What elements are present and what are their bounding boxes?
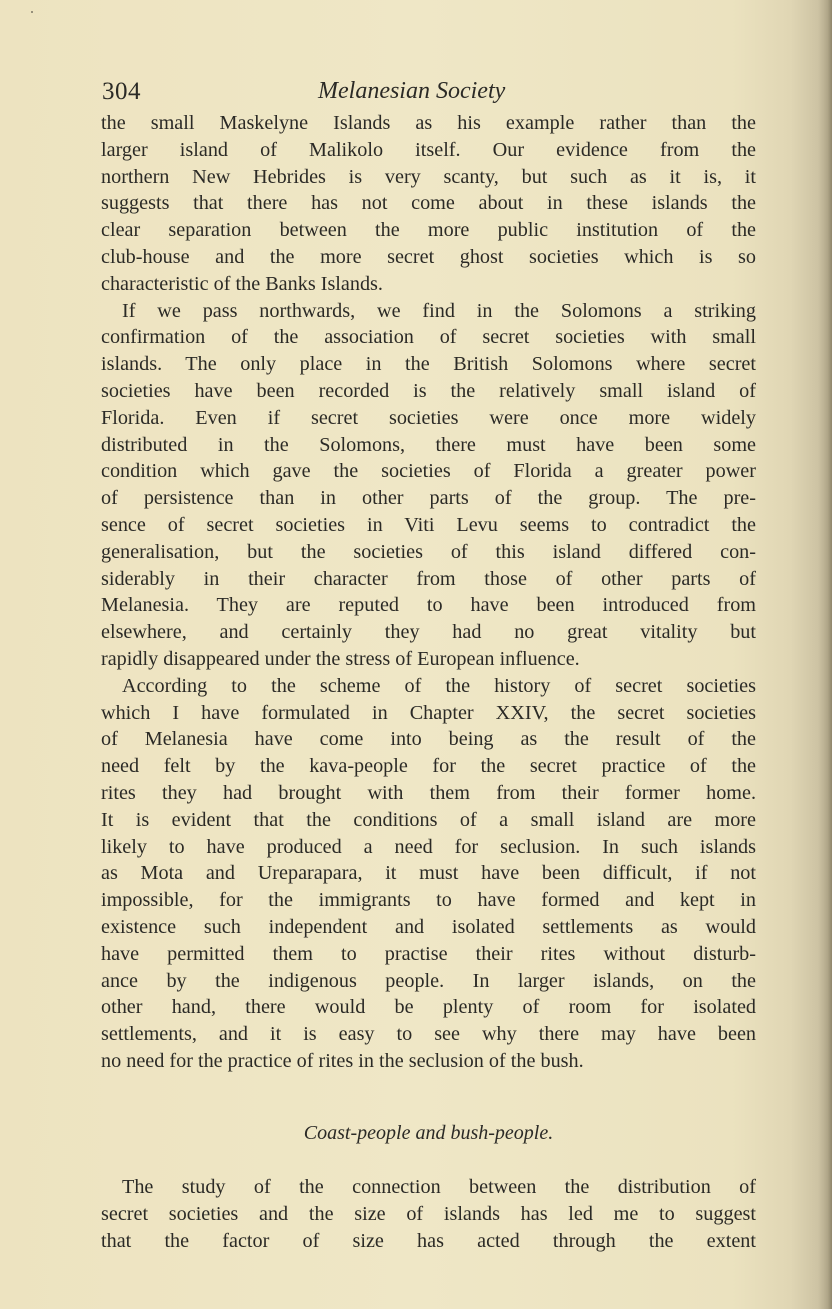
page-number: 304 [102,78,141,105]
paragraph-4 [101,1174,756,1254]
text-line: club-house and the more secret ghost societies which is so [101,245,756,268]
text-line: It is evident that the conditions of a small island are more [101,808,756,831]
text-line: other hand, there would be plenty of room for isolated [101,996,756,1019]
text-line: rapidly disappeared under the stress of European influence. [101,647,580,670]
paragraph-3 [101,673,756,1075]
text-line: that the factor of size has acted through the extent [101,1230,756,1253]
body-text [101,110,756,1255]
scan-speck [31,11,33,13]
text-line: of Melanesia have come into being as the result of the [101,728,756,751]
section-heading: Coast-people and bush-people. [303,1121,554,1144]
paragraph-2 [101,298,756,673]
running-title: Melanesian Society [318,78,506,104]
text-line: characteristic of the Banks Islands. [101,272,383,295]
text-line: Melanesia. They are reputed to have been introduced from [101,594,756,617]
text-line: Florida. Even if secret societies were once more widely [101,406,756,429]
text-line: societies have been recorded is the relatively small island of [101,379,756,402]
text-line: distributed in the Solomons, there must have been some [101,433,756,456]
text-line: settlements, and it is easy to see why there may have been [101,1023,756,1046]
text-line: sence of secret societies in Viti Levu seems to contradict the [101,513,756,536]
page-edge-shadow [818,0,832,1309]
text-line: If we pass northwards, we find in the Solomons a striking [122,299,756,322]
text-line: According to the scheme of the history of secret societies [122,674,756,697]
text-line: suggests that there has not come about in these islands the [101,192,756,215]
running-head [102,78,757,110]
text-line: existence such independent and isolated settlements as would [101,915,756,938]
text-line: no need for the practice of rites in the seclusion of the bush. [101,1049,584,1072]
text-line: need felt by the kava-people for the secret practice of the [101,755,756,778]
text-line: rites they had brought with them from their former home. [101,781,756,804]
text-line: generalisation, but the societies of this island differed con- [101,540,756,563]
text-line: confirmation of the association of secret societies with small [101,326,756,349]
text-line: larger island of Malikolo itself. Our evidence from the [101,138,756,161]
paragraph-1 [101,110,756,298]
text-line: The study of the connection between the distribution of [122,1176,756,1199]
text-line: elsewhere, and certainly they had no great vitality but [101,621,756,644]
text-line: as Mota and Ureparapara, it must have been difficult, if not [101,862,756,885]
text-line: siderably in their character from those of other parts of [101,567,756,590]
text-line: impossible, for the immigrants to have formed and kept in [101,889,756,912]
text-line: condition which gave the societies of Florida a greater power [101,460,756,483]
text-line: islands. The only place in the British Solomons where secret [101,353,756,376]
text-line: have permitted them to practise their rites without disturb- [101,942,756,965]
text-line: ance by the indigenous people. In larger islands, on the [101,969,756,992]
text-line: likely to have produced a need for seclusion. In such islands [101,835,756,858]
text-line: clear separation between the more public institution of the [101,219,756,242]
text-line: northern New Hebrides is very scanty, but such as it is, it [101,165,756,188]
text-line: secret societies and the size of islands has led me to suggest [101,1203,756,1226]
text-line: of persistence than in other parts of the group. The pre- [101,487,756,510]
text-line: the small Maskelyne Islands as his example rather than the [101,112,756,134]
text-line: which I have formulated in Chapter XXIV, the secret societies [101,701,756,724]
